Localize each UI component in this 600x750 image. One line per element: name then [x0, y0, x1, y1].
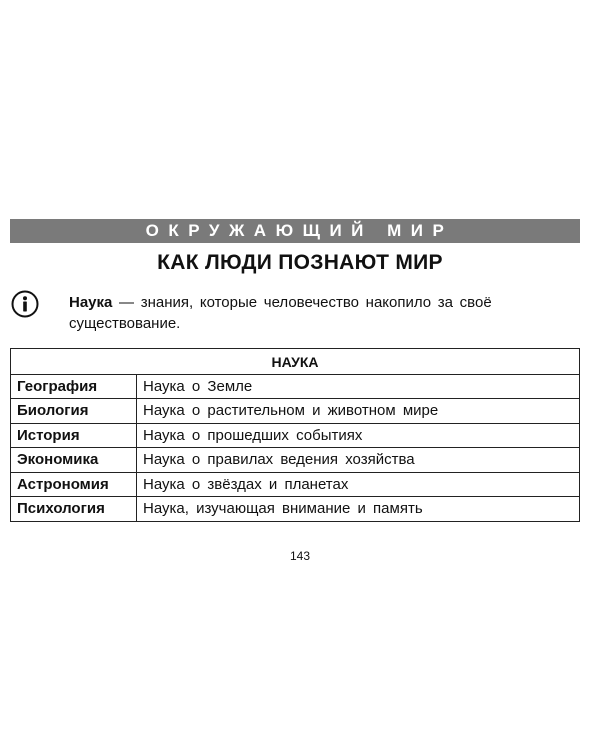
table-row [11, 472, 580, 497]
science-name: География [11, 374, 137, 399]
science-name: История [11, 423, 137, 448]
science-description: Наука, изучающая внимание и память [137, 497, 580, 522]
page-number: 143 [289, 549, 311, 563]
info-icon [11, 290, 39, 318]
section-banner [10, 219, 580, 243]
science-name: Психология [11, 497, 137, 522]
science-description: Наука о прошедших событиях [137, 423, 580, 448]
science-description: Наука о звёздах и планетах [137, 472, 580, 497]
science-name: Астрономия [11, 472, 137, 497]
definition-text: — знания, которые человечество накопило за своё существование. [69, 294, 492, 332]
table-row [11, 497, 580, 522]
definition-term: Наука [69, 294, 113, 311]
page-title: КАК ЛЮДИ ПОЗНАЮТ МИР [157, 251, 443, 274]
science-description: Наука о растительном и животном мире [137, 399, 580, 424]
table-row [11, 448, 580, 473]
table-row [11, 399, 580, 424]
table-row [11, 423, 580, 448]
section-banner-text: ОКРУЖАЮЩИЙ МИР [145, 221, 454, 240]
definition-paragraph [69, 292, 549, 334]
science-table [10, 348, 580, 522]
science-description: Наука о Земле [137, 374, 580, 399]
table-header-row [11, 349, 580, 375]
science-name: Экономика [11, 448, 137, 473]
science-description: Наука о правилах ведения хозяйства [137, 448, 580, 473]
science-name: Биология [11, 399, 137, 424]
table-row [11, 374, 580, 399]
table-header: НАУКА [11, 349, 580, 375]
